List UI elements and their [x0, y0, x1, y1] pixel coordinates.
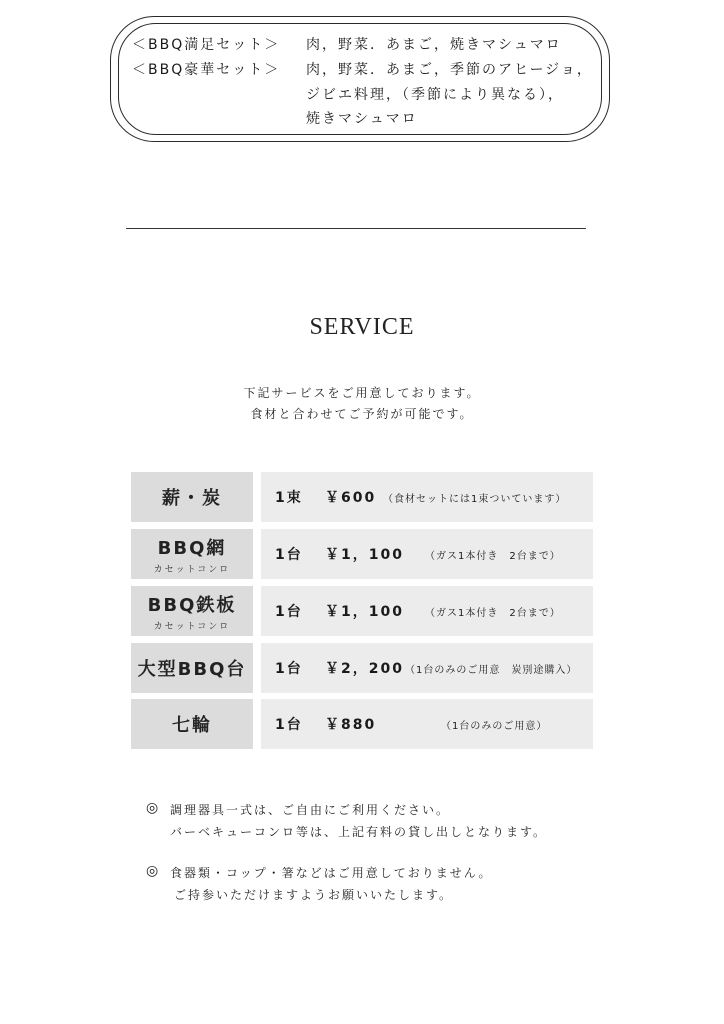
service-row-detail [261, 529, 593, 579]
service-note: （食材セットには1束ついています） [383, 494, 567, 505]
note-bullet-icon: ◎ [146, 863, 159, 879]
service-note: （1台のみのご用意 炭別途購入） [405, 665, 578, 676]
service-row-detail [261, 699, 593, 749]
note-2-line-2: ご持参いただけますようお願いいたします。 [174, 888, 454, 902]
set-deluxe-desc-3: 焼きマシュマロ [306, 111, 418, 127]
set-deluxe-desc-2: ジビエ料理，（季節により異なる）， [306, 87, 564, 103]
service-intro-1: 下記サービスをご用意しております。 [243, 386, 481, 400]
section-divider [126, 228, 586, 229]
service-row-detail [261, 643, 593, 693]
service-price: ￥1，100 [325, 604, 404, 620]
service-note: （ガス1本付き 2台まで） [425, 608, 561, 619]
service-note: （1台のみのご用意） [441, 721, 548, 732]
note-2-line-1: 食器類・コップ・箸などはご用意しておりません。 [170, 866, 493, 880]
service-label-main: 七輪 [172, 715, 212, 736]
note-1-line-1: 調理器具一式は、ご自由にご利用ください。 [170, 803, 451, 817]
set-deluxe-desc-1: 肉，野菜．あまご，季節のアヒージョ， [306, 62, 593, 78]
service-row-label [131, 472, 253, 522]
service-qty: 1台 [275, 717, 303, 733]
service-row-label [131, 529, 253, 579]
service-label-sub: カセットコンロ [153, 621, 231, 632]
service-note: （ガス1本付き 2台まで） [425, 551, 561, 562]
service-price: ￥880 [325, 717, 377, 733]
service-qty: 1台 [275, 547, 303, 563]
service-row-detail [261, 586, 593, 636]
service-label-main: 薪・炭 [162, 488, 222, 509]
service-price: ￥600 [325, 490, 377, 506]
service-label-main: BBQ網 [157, 537, 227, 559]
service-qty: 1台 [275, 661, 303, 677]
service-label-main: BBQ鉄板 [147, 594, 237, 616]
service-row-detail [261, 472, 593, 522]
service-row-label [131, 643, 253, 693]
set-full-name: ＜BBQ満足セット＞ [132, 37, 281, 53]
service-qty: 1束 [275, 490, 303, 506]
service-price: ￥2，200 [325, 661, 404, 677]
service-row-label [131, 586, 253, 636]
service-intro-2: 食材と合わせてご予約が可能です。 [250, 407, 474, 421]
service-row-label [131, 699, 253, 749]
note-1-line-2: バーベキューコンロ等は、上記有料の貸し出しとなります。 [170, 825, 548, 839]
set-deluxe-name: ＜BBQ豪華セット＞ [132, 62, 281, 78]
service-label-main: 大型BBQ台 [137, 659, 247, 680]
note-bullet-icon: ◎ [146, 800, 159, 816]
service-qty: 1台 [275, 604, 303, 620]
service-label-sub: カセットコンロ [153, 564, 231, 575]
service-price: ￥1，100 [325, 547, 404, 563]
set-full-desc: 肉，野菜．あまご，焼きマシュマロ [306, 37, 562, 53]
service-title: SERVICE [309, 314, 415, 340]
